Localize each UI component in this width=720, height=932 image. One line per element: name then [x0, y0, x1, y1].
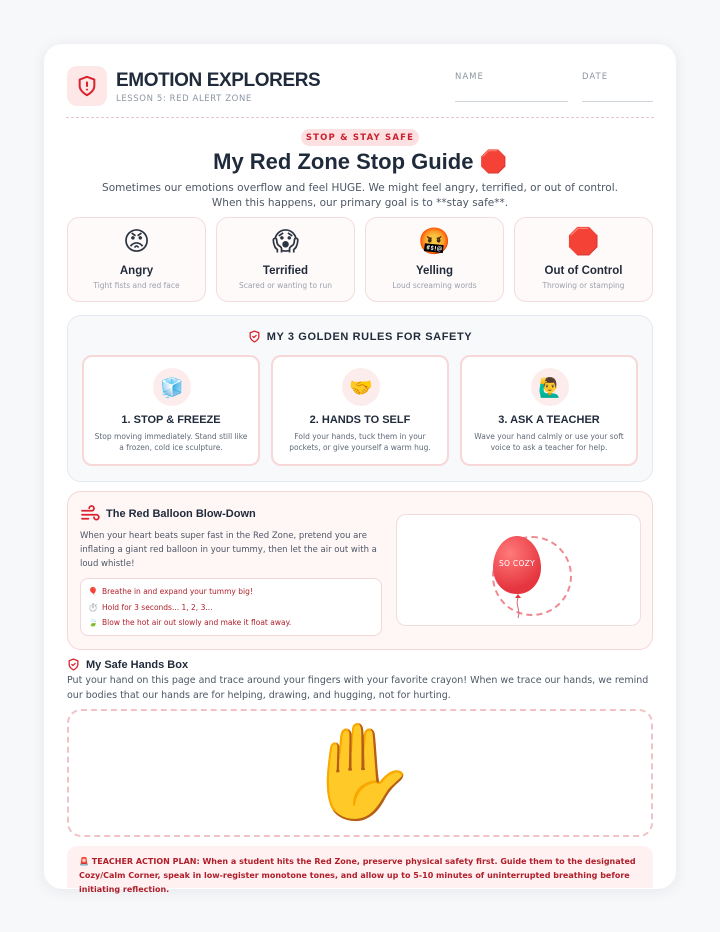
intro-line-2: When this happens, our primary goal is to **stay safe**.	[211, 197, 509, 209]
step-text: Hold for 3 seconds... 1, 2, 3...	[102, 602, 213, 612]
teacher-action-plan	[67, 846, 653, 894]
rule-desc: Fold your hands, tuck them in your pockets, or give yourself a warm hug.	[289, 432, 431, 452]
balloon-title: The Red Balloon Blow-Down	[106, 508, 256, 520]
balloon-label: SO COZY	[498, 559, 535, 568]
name-field[interactable]	[455, 101, 568, 102]
emotion-card-angry	[67, 217, 206, 302]
shield-icon	[67, 658, 80, 671]
rule-desc: Stop moving immediately. Stand still like a frozen, cold ice sculpture.	[94, 432, 248, 452]
emotion-desc: Throwing or stamping	[542, 281, 625, 290]
breathing-step	[88, 584, 374, 600]
balloon-heading	[80, 506, 256, 522]
angry-face-icon: 😡	[122, 227, 151, 257]
breathing-step	[88, 600, 374, 616]
worksheet	[44, 44, 676, 894]
ice-cube-icon: 🧊	[153, 368, 191, 406]
rule-title: 3. ASK A TEACHER	[498, 414, 600, 426]
golden-rules-title: MY 3 GOLDEN RULES FOR SAFETY	[266, 330, 473, 343]
wind-icon	[80, 506, 100, 522]
emotion-title: Terrified	[262, 265, 309, 277]
stop-badge: STOP & STAY SAFE	[301, 129, 419, 146]
emotion-cards	[67, 217, 653, 302]
cursing-face-icon: 🤬	[418, 227, 451, 257]
header-divider	[66, 117, 654, 118]
siren-icon: 🚨	[79, 857, 89, 866]
hand-tracing-area[interactable]	[67, 709, 653, 837]
stop-sign-icon: 🛑	[567, 227, 600, 257]
raised-hand-icon: ✋	[301, 718, 419, 827]
rule-card-ask-teacher	[460, 355, 638, 466]
emotion-title: Yelling	[415, 265, 454, 277]
screaming-face-icon: 😱	[271, 227, 300, 257]
brand-badge	[67, 66, 107, 106]
shield-icon	[248, 330, 261, 343]
safe-hands-title: My Safe Hands Box	[86, 658, 189, 671]
breathing-step	[88, 615, 374, 631]
rule-card-hands-to-self	[271, 355, 449, 466]
shield-alert-icon	[76, 75, 98, 97]
lesson-subtitle: LESSON 5: RED ALERT ZONE	[116, 94, 252, 104]
balloon-animation	[396, 514, 641, 626]
brand-title: EMOTION EXPLORERS	[116, 70, 321, 91]
balloon-blowdown-panel	[67, 491, 653, 650]
raising-hand-icon: 🙋‍♂️	[531, 368, 569, 406]
intro-text	[74, 181, 646, 211]
balloon-icon: 🎈	[88, 587, 98, 596]
emotion-desc: Loud screaming words	[392, 281, 477, 290]
stop-sign-icon: 🛑	[479, 149, 507, 174]
emotion-desc: Tight fists and red face	[93, 281, 180, 290]
golden-rules-heading	[68, 330, 652, 343]
rule-card-stop-freeze	[82, 355, 260, 466]
step-text: Breathe in and expand your tummy big!	[102, 587, 253, 596]
breathing-steps	[80, 578, 382, 636]
rule-title: 1. STOP & FREEZE	[121, 414, 221, 426]
emotion-card-yelling	[365, 217, 504, 302]
leaf-icon: 🍃	[88, 618, 98, 627]
safe-hands-instructions: Put your hand on this page and trace around your fingers with your favorite crayon! When we trace our hands, we remind our bodies that our hands are for helping, drawing, and hugging, not for hurting.	[67, 675, 649, 701]
emotion-desc: Scared or wanting to run	[238, 281, 333, 290]
page-title	[44, 149, 676, 175]
step-text: Blow the hot air out slowly and make it float away.	[102, 618, 292, 627]
emotion-card-terrified	[216, 217, 355, 302]
safe-hands-heading	[67, 658, 188, 671]
emotion-title: Angry	[119, 265, 154, 277]
date-label: DATE	[582, 72, 609, 82]
date-field[interactable]	[582, 101, 653, 102]
rule-title: 2. HANDS TO SELF	[309, 414, 411, 426]
name-label: NAME	[455, 72, 484, 82]
stopwatch-icon: ⏱️	[88, 602, 98, 612]
emotion-title: Out of Control	[544, 265, 623, 277]
rule-desc: Wave your hand calmly or use your soft voice to ask a teacher for help.	[474, 432, 624, 452]
intro-line-1: Sometimes our emotions overflow and feel HUGE. We might feel angry, terrified, or out of control.	[102, 182, 618, 194]
handshake-icon: 🤝	[342, 368, 380, 406]
teacher-plan-text: TEACHER ACTION PLAN: When a student hits the Red Zone, preserve physical safety first. Guide them to the designated Cozy/Calm Corner, speak in low-register monotone tones, and allow up to 5-10 minutes of uninterrupted breathing before initiating reflection.	[79, 857, 636, 894]
emotion-card-out-of-control	[514, 217, 653, 302]
balloon-instructions: When your heart beats super fast in the Red Zone, pretend you are inflating a giant red balloon in your tummy, then let the air out with a loud whistle!	[80, 531, 377, 569]
page-title-text: My Red Zone Stop Guide	[213, 149, 474, 174]
golden-rules-panel	[67, 315, 653, 482]
